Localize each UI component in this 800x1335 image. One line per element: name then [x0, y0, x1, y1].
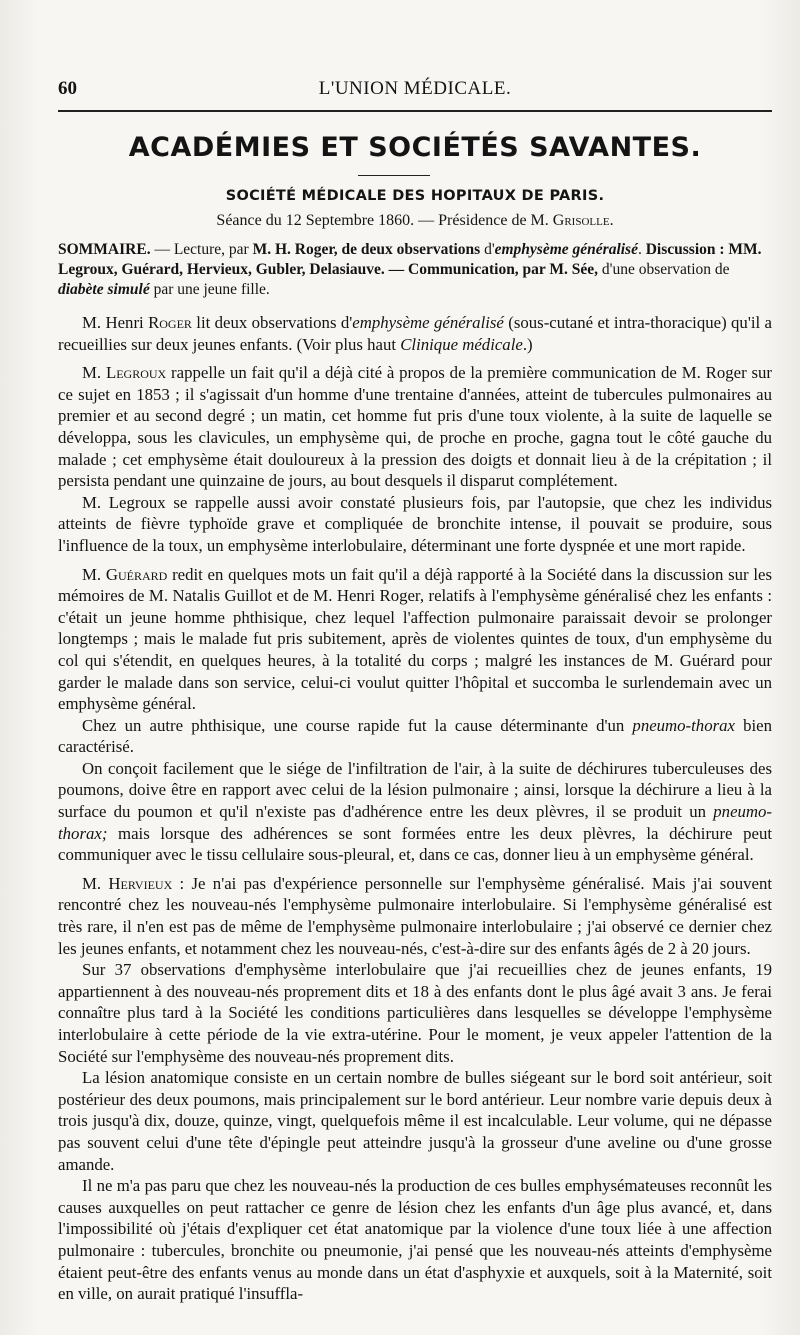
italic-term: emphysème généralisé: [352, 313, 504, 332]
summary-text: .: [637, 241, 646, 258]
summary-text: d': [480, 241, 495, 258]
summary-text: — Lecture, par: [150, 241, 253, 258]
paragraph-legroux-1: [58, 362, 772, 492]
paragraph-text: M.: [82, 363, 106, 383]
paragraph-guerard-3: [58, 758, 772, 866]
paragraph-text: (sous-cutané et intra-thoracique) qu'il a recueillies sur deux jeunes enfants. (Voir plus haut: [58, 313, 772, 354]
session-line: [58, 212, 772, 230]
running-head: [58, 78, 772, 102]
paragraph-text: M. Henri: [82, 313, 149, 332]
paragraph-text: redit en quelques mots un fait qu'il a déjà rapporté à la Société dans la discussion sur les mémoires de M. Natalis Guillot et de M. Henri Roger, relatifs à l'emphysème généralisé chez les enfants : c'était un jeune homme phthisique, chez lequel l'affection pulmonaire paraissait devoir se prolonger longtemps ; mais le malade fut pris subitement, après de violentes quintes de toux, d'un emphysème du col qui s'étendit, en quelques heures, à la totalité du corps ; malgré les instances de M. Guérard pour garder le malade dans son service, celui-ci voulut quitter l'hôpital et succomba le surlendemain avec un emphysème général.: [58, 564, 773, 714]
session-president: Grisolle: [552, 212, 610, 229]
section-rule: [358, 175, 430, 176]
paragraph-text: On conçoit facilement que le siége de l'infiltration de l'air, à la suite de déchirures tuberculeuses des poumons, doive être en rapport avec celui de la lésion pulmonaire ; ainsi, lorsque la déchirure a lieu à la surface du poumon et qu'il n'existe pas d'adhérence entre les deux plèvres, il se produit un: [58, 758, 772, 822]
speaker-name: Roger: [148, 313, 192, 332]
page-number: 60: [58, 78, 77, 99]
paragraph-text: .): [522, 334, 533, 354]
summary-topic: diabète simulé: [58, 281, 150, 298]
paragraph-guerard-2: [58, 715, 772, 758]
summary-text: par une jeune fille.: [149, 281, 270, 298]
italic-term: pneumo-thorax;: [58, 802, 772, 843]
summary-label: SOMMAIRE.: [58, 241, 151, 258]
speaker-name: Hervieux: [108, 873, 173, 893]
society-title: SOCIÉTÉ MÉDICALE DES HOPITAUX DE PARIS.: [225, 188, 605, 204]
paragraph-text: Chez un autre phthisique, une course rapide fut la cause déterminante d'un: [82, 715, 633, 735]
paragraph-roger: [58, 312, 772, 355]
header-rule: [58, 110, 772, 112]
session-text: Séance du 12 Septembre 1860. — Présidence de M.: [216, 212, 553, 229]
summary-discussion: Discussion : MM. Legroux, Guérard, Hervieux, Gubler, Delasiauve. — Communication, par M. Sée,: [58, 241, 762, 278]
summary-speaker: M. H. Roger, de deux observations: [252, 241, 481, 258]
paragraph-hervieux-2: Sur 37 observations d'emphysème interlobulaire que j'ai recueillies chez de jeunes enfants, 19 appartiennent à des nouveau-nés proprement dits et 18 à des enfants dont le plus âgé avait 3 ans. Je ferai connaître plus tard à la Société les conditions particulières dans lesquelles se développe l'emphysème interlobulaire à cette période de la vie extra-utérine. Pour le moment, je veux appeler l'attention de la Société sur l'emphysème des nouveau-nés proprement dits.: [58, 960, 772, 1066]
speaker-name: Guérard: [105, 564, 168, 584]
session-end: .: [609, 212, 614, 229]
italic-term: pneumo-thorax: [632, 715, 735, 735]
paragraph-guerard-1: [58, 564, 772, 715]
paragraph-text: M.: [82, 873, 109, 893]
summary-text: d'une observation de: [598, 261, 730, 278]
speaker-name: Legroux: [105, 363, 167, 383]
paragraph-text: : Je n'ai pas d'expérience personnelle sur l'emphysème généralisé. Mais j'ai souvent rencontré chez les nouveau-nés l'emphysème pulmonaire interlobulaire. Si l'emphysème généralisé est très rare, il n'en est pas de même de l'emphysème pulmonaire interlobulaire ; j'ai observé ce dernier chez les jeunes enfants, et notamment chez les nouveau-nés, c'est-à-dire sur des enfants âgés de 2 à 20 jours.: [58, 873, 772, 958]
article-body: [58, 312, 772, 1305]
paragraph-text: bien caractérisé.: [58, 715, 772, 757]
paragraph-hervieux-1: [58, 873, 772, 959]
paragraph-text: mais lorsque des adhérences se sont formées entre les deux plèvres, la déchirure peut communiquer avec le tissu cellulaire sous-pleural, et, dans ce cas, donner lieu à un emphysème général.: [58, 823, 772, 865]
paragraph-hervieux-4: Il ne m'a pas paru que chez les nouveau-nés la production de ces bulles emphysémateuses reconnût les causes auxquelles on peut rattacher ce genre de lésion chez les enfants d'un âge plus avancé, et, dans l'impossibilité où j'étais d'expliquer cet état anatomique par la violence d'une toux liée à une affection pulmonaire : tubercules, bronchite ou pneumonie, j'ai pensé que les nouveau-nés atteints d'emphysème étaient peut-être des enfants venus au monde dans un état d'asphyxie et auxquels, soit à la Maternité, soit en ville, on aurait pratiqué l'insuffla-: [58, 1176, 772, 1304]
paragraph-hervieux-3: La lésion anatomique consiste en un certain nombre de bulles siégeant sur le bord soit antérieur, soit postérieur des deux poumons, mais principalement sur le bord antérieur. Leur nombre varie depuis deux à trois jusqu'à dix, douze, quinze, vingt, quelquefois même il est incalculable. Leur volume, qui ne dépasse pas souvent celui d'une tête d'épingle peut atteindre jusqu'à la grosseur d'une aveline ou d'une grosse amande.: [58, 1068, 772, 1174]
summary: [58, 240, 772, 300]
paragraph-text: M.: [82, 564, 106, 584]
paragraph-legroux-2: M. Legroux se rappelle aussi avoir constaté plusieurs fois, par l'autopsie, que chez les individus atteints de fièvre typhoïde grave et compliquée de bronchite intense, il pouvait se produire, sous l'influence de la toux, un emphysème interlobulaire, déterminant une forte dyspnée et une mort rapide.: [58, 492, 772, 555]
paragraph-text: rappelle un fait qu'il a déjà cité à propos de la première communication de M. Roger sur ce sujet en 1853 ; il s'agissait d'un homme d'une trentaine d'années, atteint de tubercules pulmonaires au premier et au second degré ; un matin, cet homme fut pris d'une toux violente, à la suite de laquelle se développa, sous les clavicules, un emphysème qui, de proche en proche, gagna tout le côté gauche du malade ; cet emphysème était douloureux à la pression des doigts et donnait lieu à de la crépitation ; il persista pendant une quinzaine de jours, au bout desquels il disparut complétement.: [58, 363, 773, 491]
summary-topic: emphysème généralisé: [494, 241, 638, 258]
section-heading: ACADÉMIES ET SOCIÉTÉS SAVANTES.: [128, 132, 702, 163]
italic-term: Clinique médicale: [400, 334, 523, 354]
journal-title: L'UNION MÉDICALE.: [318, 78, 512, 99]
paragraph-text: lit deux observations d': [191, 313, 353, 332]
